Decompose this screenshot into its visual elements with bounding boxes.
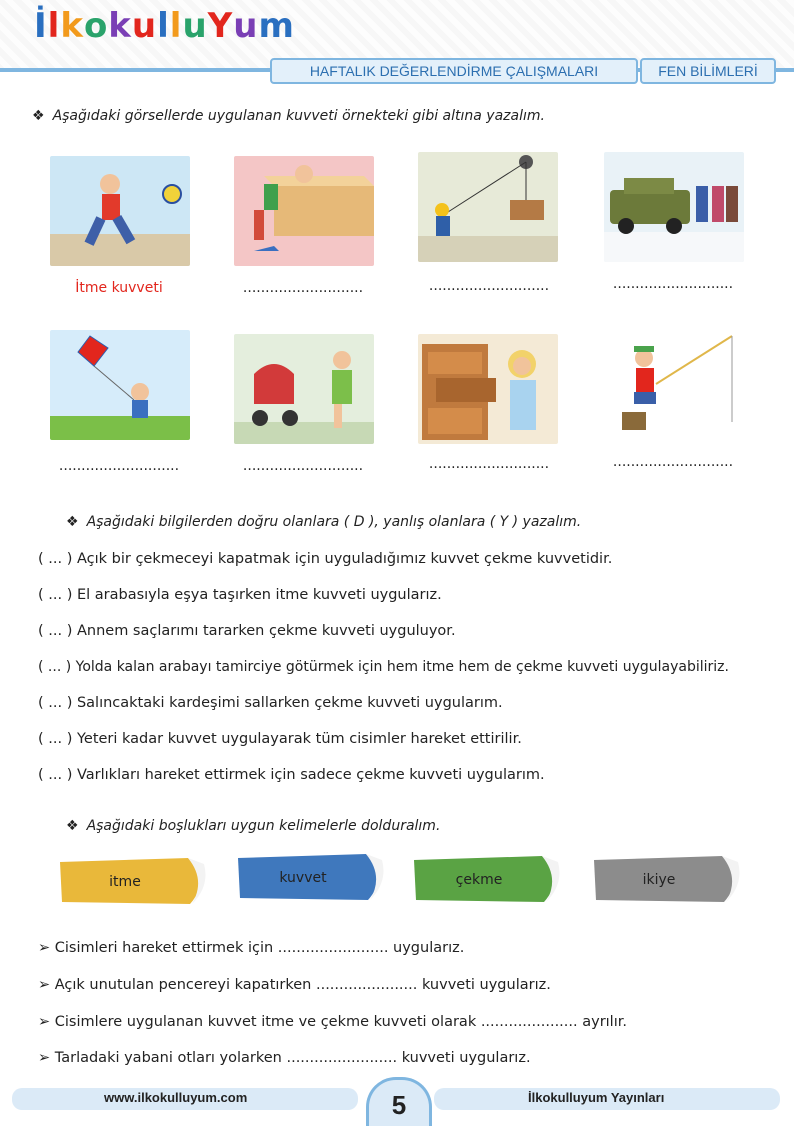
word-chip-itme — [60, 856, 210, 906]
publisher-name: İlkokulluyum Yayınları — [528, 1090, 665, 1105]
logo-letter: l — [157, 6, 170, 46]
people-pushing-car-picture — [604, 152, 744, 262]
bullet-diamond-icon: ❖ — [66, 818, 79, 834]
logo-letter: l — [47, 6, 61, 46]
section2-instruction-text: Aşağıdaki bilgilerden doğru olanlara ( D ), yanlış olanlara ( Y ) yazalım. — [86, 514, 582, 530]
girl-opening-drawer-picture — [418, 334, 558, 444]
worksheet-title: HAFTALIK DEĞERLENDİRME ÇALIŞMALARI — [270, 58, 638, 84]
word-chip-label: çekme — [455, 872, 503, 888]
bullet-diamond-icon: ❖ — [32, 108, 45, 124]
boy-kicking-ball-picture — [50, 156, 190, 266]
word-chip-label: itme — [109, 874, 141, 890]
caption-8[interactable]: ........................... — [612, 454, 734, 470]
logo-letter: o — [83, 6, 109, 46]
logo-letter: m — [258, 6, 295, 46]
website-link[interactable]: www.ilkokulluyum.com — [104, 1090, 248, 1105]
word-chip-label: ikiye — [642, 872, 676, 888]
caption-4[interactable]: ........................... — [612, 276, 734, 292]
logo-letter: Y — [207, 6, 234, 46]
section2-instruction — [66, 514, 581, 530]
caption-6[interactable]: ........................... — [242, 458, 364, 474]
caption-7[interactable]: ........................... — [428, 456, 550, 472]
woman-pushing-stroller-picture — [234, 334, 374, 444]
logo-letter: k — [108, 6, 132, 46]
true-false-item-3[interactable]: ( ... ) Annem saçlarımı tararken çekme kuvveti uyguluyor. — [38, 623, 456, 639]
bullet-diamond-icon: ❖ — [66, 514, 79, 530]
child-flying-kite-picture — [50, 330, 190, 440]
boy-pushing-table-picture — [234, 156, 374, 266]
section3-instruction — [66, 818, 440, 834]
true-false-item-7[interactable]: ( ... ) Varlıkları hareket ettirmek için sadece çekme kuvveti uygularım. — [38, 767, 545, 783]
true-false-item-4[interactable]: ( ... ) Yolda kalan arabayı tamirciye götürmek için hem itme hem de çekme kuvveti uygulayabiliriz. — [38, 659, 729, 675]
word-chip-cekme — [414, 854, 564, 904]
logo-letter: k — [60, 6, 84, 46]
logo-letter: u — [131, 6, 158, 46]
fill-sentence-1[interactable]: ➢ Cisimleri hareket ettirmek için ........................ uygularız. — [38, 940, 465, 956]
subject-label: FEN BİLİMLERİ — [640, 58, 776, 84]
caption-1: İtme kuvveti — [75, 280, 163, 296]
section1-instruction — [32, 108, 545, 124]
caption-2[interactable]: ........................... — [242, 280, 364, 296]
caption-5[interactable]: ........................... — [58, 458, 180, 474]
true-false-item-2[interactable]: ( ... ) El arabasıyla eşya taşırken itme kuvveti uygularız. — [38, 587, 442, 603]
true-false-item-1[interactable]: ( ... ) Açık bir çekmeceyi kapatmak için uyguladığımız kuvvet çekme kuvvetidir. — [38, 551, 613, 567]
word-chip-kuvvet — [238, 852, 388, 902]
section3-instruction-text: Aşağıdaki boşlukları uygun kelimelerle dolduralım. — [86, 818, 441, 834]
fill-sentence-2[interactable]: ➢ Açık unutulan pencereyi kapatırken ...................... kuvveti uygularız. — [38, 977, 551, 993]
section1-instruction-text: Aşağıdaki görsellerde uygulanan kuvveti örnekteki gibi altına yazalım. — [52, 108, 545, 124]
word-chip-label: kuvvet — [279, 870, 327, 886]
true-false-item-6[interactable]: ( ... ) Yeteri kadar kuvvet uygulayarak tüm cisimler hareket ettirilir. — [38, 731, 522, 747]
page-number: 5 — [366, 1077, 432, 1126]
logo-letter: İ — [34, 6, 48, 46]
fill-sentence-4[interactable]: ➢ Tarladaki yabani otları yolarken ........................ kuvveti uygularız. — [38, 1050, 531, 1066]
boy-fishing-picture — [604, 332, 744, 442]
true-false-item-5[interactable]: ( ... ) Salıncaktaki kardeşimi sallarken çekme kuvveti uygularım. — [38, 695, 503, 711]
caption-3[interactable]: ........................... — [428, 278, 550, 294]
word-chip-ikiye — [594, 854, 744, 904]
site-logo — [34, 6, 295, 46]
logo-letter: l — [169, 6, 183, 46]
logo-letter: u — [233, 6, 259, 46]
worker-pulling-rope-picture — [418, 152, 558, 262]
logo-letter: u — [182, 6, 208, 46]
fill-sentence-3[interactable]: ➢ Cisimlere uygulanan kuvvet itme ve çekme kuvveti olarak ..................... ayrılır. — [38, 1014, 627, 1030]
